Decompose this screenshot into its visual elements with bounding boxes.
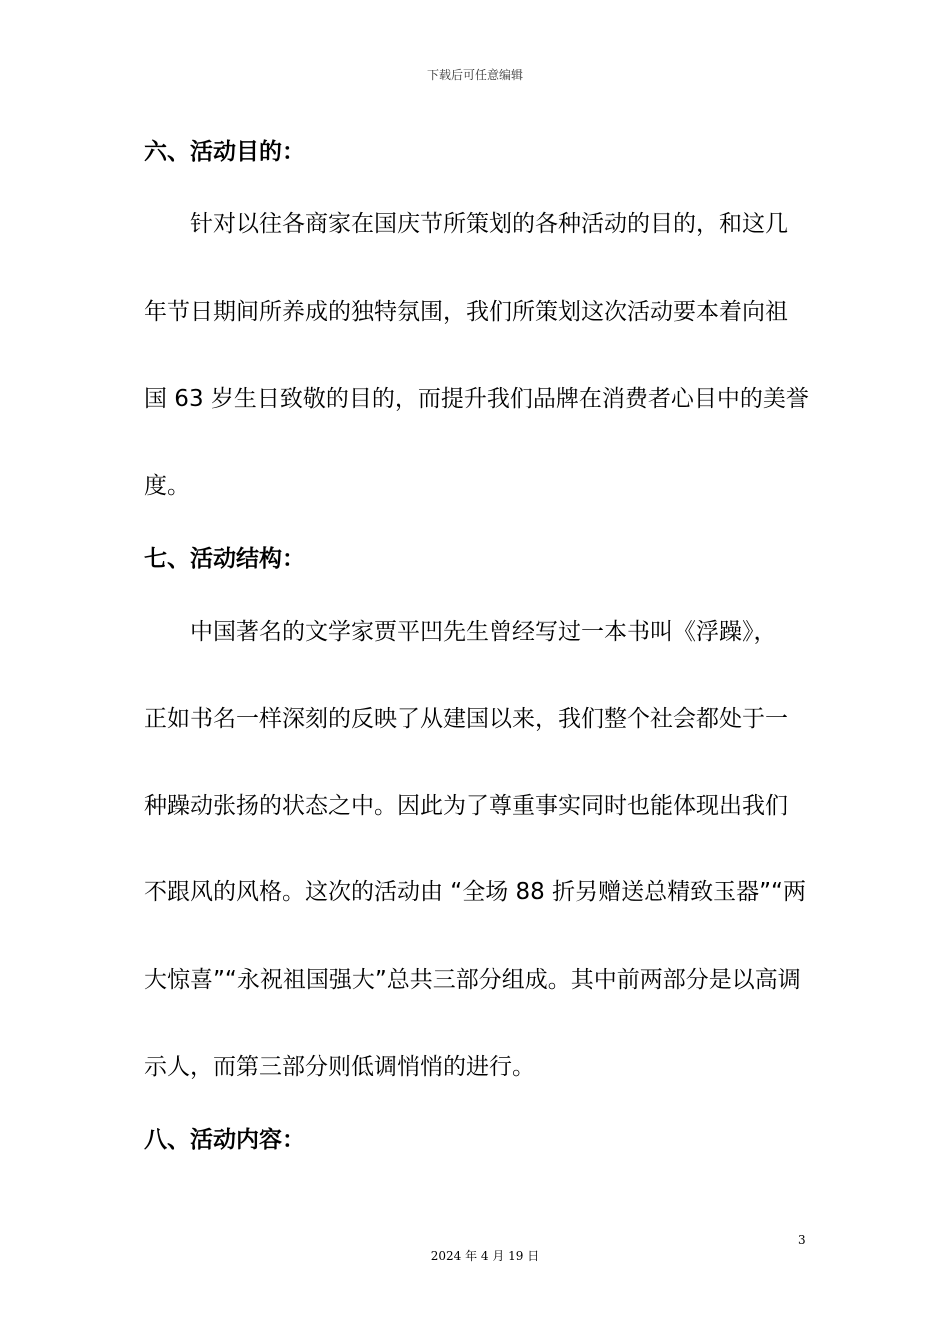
paragraph-line: 年节日期间所养成的独特氛围，我们所策划这次活动要本着向祖 (144, 299, 788, 325)
page-header: 下载后可任意编辑 (426, 68, 523, 82)
footer-date: 2024 年 4 月 19 日 (430, 1249, 540, 1263)
section-heading-purpose: 六、活动目的： (144, 139, 305, 165)
paragraph-line: 中国著名的文学家贾平凹先生曾经写过一本书叫《浮躁》， (190, 619, 777, 645)
paragraph-line: 大惊喜”“永祝祖国强大”总共三部分组成。其中前两部分是以高调 (144, 967, 801, 993)
page-number: 3 (798, 1233, 806, 1247)
section-heading-content: 八、活动内容： (144, 1127, 305, 1153)
paragraph-line: 示人，而第三部分则低调悄悄的进行。 (144, 1054, 535, 1080)
paragraph-line: 正如书名一样深刻的反映了从建国以来，我们整个社会都处于一 (144, 706, 788, 732)
paragraph-line: 国 63 岁生日致敬的目的，而提升我们品牌在消费者心目中的美誉 (144, 386, 809, 412)
paragraph-line: 针对以往各商家在国庆节所策划的各种活动的目的，和这几 (190, 211, 788, 237)
section-heading-structure: 七、活动结构： (144, 546, 305, 572)
paragraph-line: 不跟风的风格。这次的活动由 “全场 88 折另赠送总精致玉器”“两 (144, 879, 806, 905)
paragraph-line: 度。 (144, 473, 190, 499)
paragraph-line: 种躁动张扬的状态之中。因此为了尊重事实同时也能体现出我们 (144, 793, 788, 819)
